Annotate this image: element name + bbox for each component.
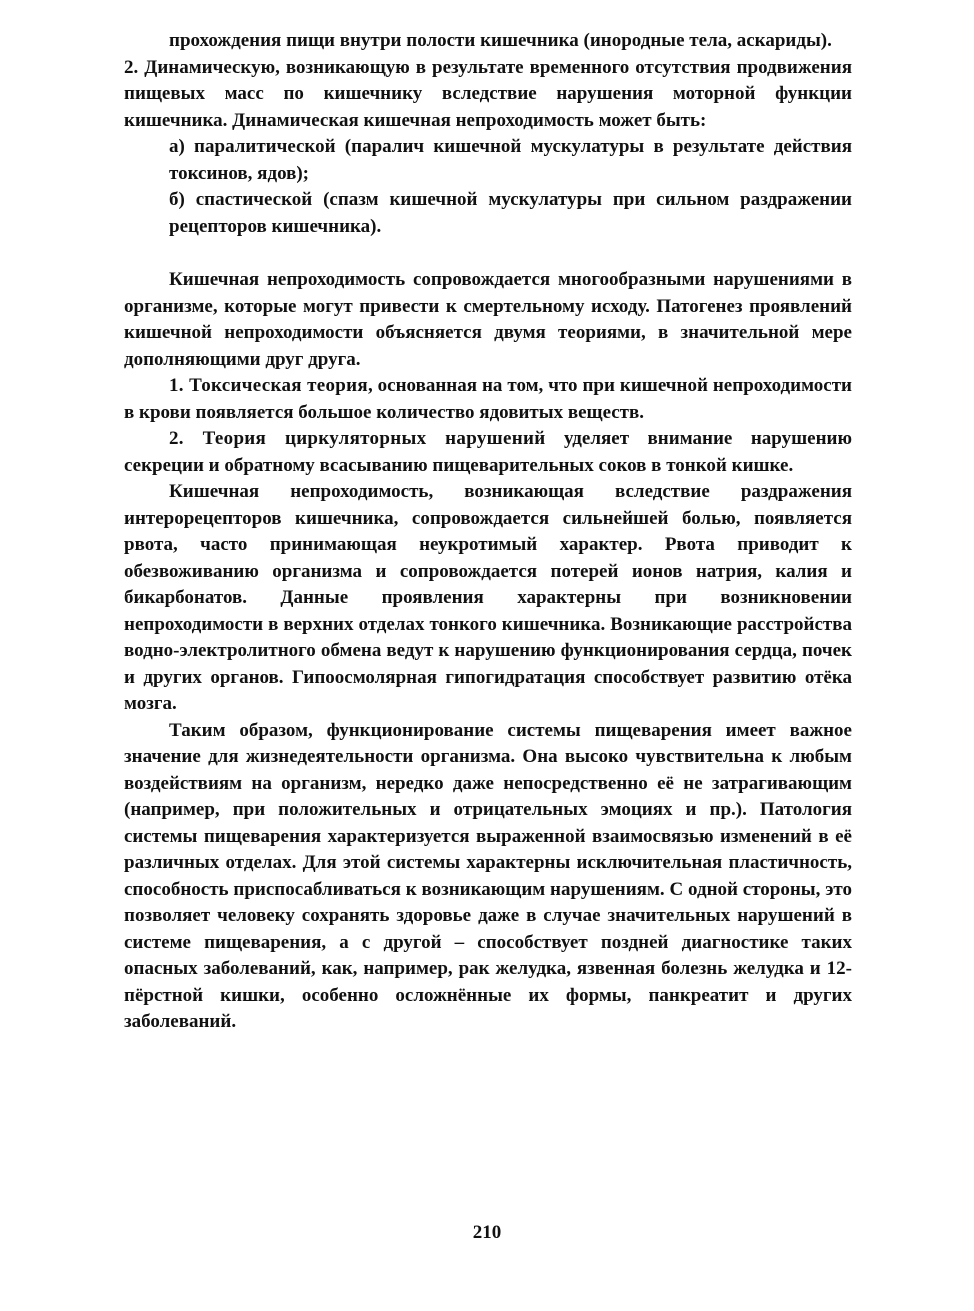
paragraph-toxic-theory [124, 373, 852, 426]
paragraph-circulatory-theory [124, 426, 852, 479]
list-subitem-b: б) спастической (спазм кишечной мускулатуры при сильном раздражении рецепторов кишечника). [169, 189, 852, 237]
paragraph-intro: Кишечная непроходимость сопровождается многообразными нарушениями в организме, которые могут привести к смертельному исходу. Патогенез проявлений кишечной непроходимости объясняется двумя теориями, в значительной мере дополняющими друг друга. [124, 269, 852, 370]
list-subitem-a: а) паралитической (паралич кишечной мускулатуры в результате действия токсинов, ядов); [169, 136, 852, 184]
circulatory-theory-text: уделяет внимание нарушению секреции и обратному всасыванию пищеварительных соков в тонкой кишке. [124, 428, 852, 476]
paragraph-gap [124, 240, 852, 267]
toxic-theory-text: , основанная на том, что при кишечной непроходимости в крови появляется большое количество ядовитых веществ. [124, 375, 852, 423]
page-number: 210 [472, 1222, 502, 1243]
paragraph-symptoms: Кишечная непроходимость, возникающая вследствие раздражения интерорецепторов кишечника, сопровождается сильнейшей болью, появляется рвота, часто принимающая неукротимый характер. Рвота приводит к обезвоживанию организма и сопровождается потерей ионов натрия, калия и бикарбонатов. Данные проявления характерны при возникновении непроходимости в верхних отделах тонкого кишечника. Возникающие расстройства водно-электролитного обмена ведут к нарушению функционирования сердца, почек и других органов. Гипоосмолярная гипогидратация способствует развитию отёка мозга. [124, 481, 852, 714]
toxic-theory-heading: 1. Токсическая теория [169, 375, 368, 396]
list-item-dynamic: 2. Динамическую, возникающую в результате временного отсутствия продвижения пищевых масс по кишечнику вследствие нарушения моторной функции кишечника. Динамическая кишечная непроходимость может быть: [124, 56, 852, 131]
circulatory-theory-heading: 2. Теория циркуляторных нарушений [169, 428, 546, 449]
continuation-text: прохождения пищи внутри полости кишечника (инородные тела, аскариды). [169, 30, 832, 51]
paragraph-conclusion: Таким образом, функционирование системы пищеварения имеет важное значение для жизнедеятельности организма. Она высоко чувствительна к любым воздействиям на организм, нередко даже непосредственно её не затрагивающим (например, при положительных и отрицательных эмоциях и пр.). Патология системы пищеварения характеризуется выраженной взаимосвязью изменений в её различных отделах. Для этой системы характерны исключительная пластичность, способность приспосабливаться к возникающим нарушениям. С одной стороны, это позволяет человеку сохранять здоровье даже в случае значительных нарушений в системе пищеварения, а с другой – способствует поздней диагностике таких опасных заболеваний, как, например, рак желудка, язвенная болезнь желудка и 12-пёрстной кишки, особенно осложнённые их формы, панкреатит и других заболеваний. [124, 719, 852, 1032]
page-body [124, 28, 852, 1036]
